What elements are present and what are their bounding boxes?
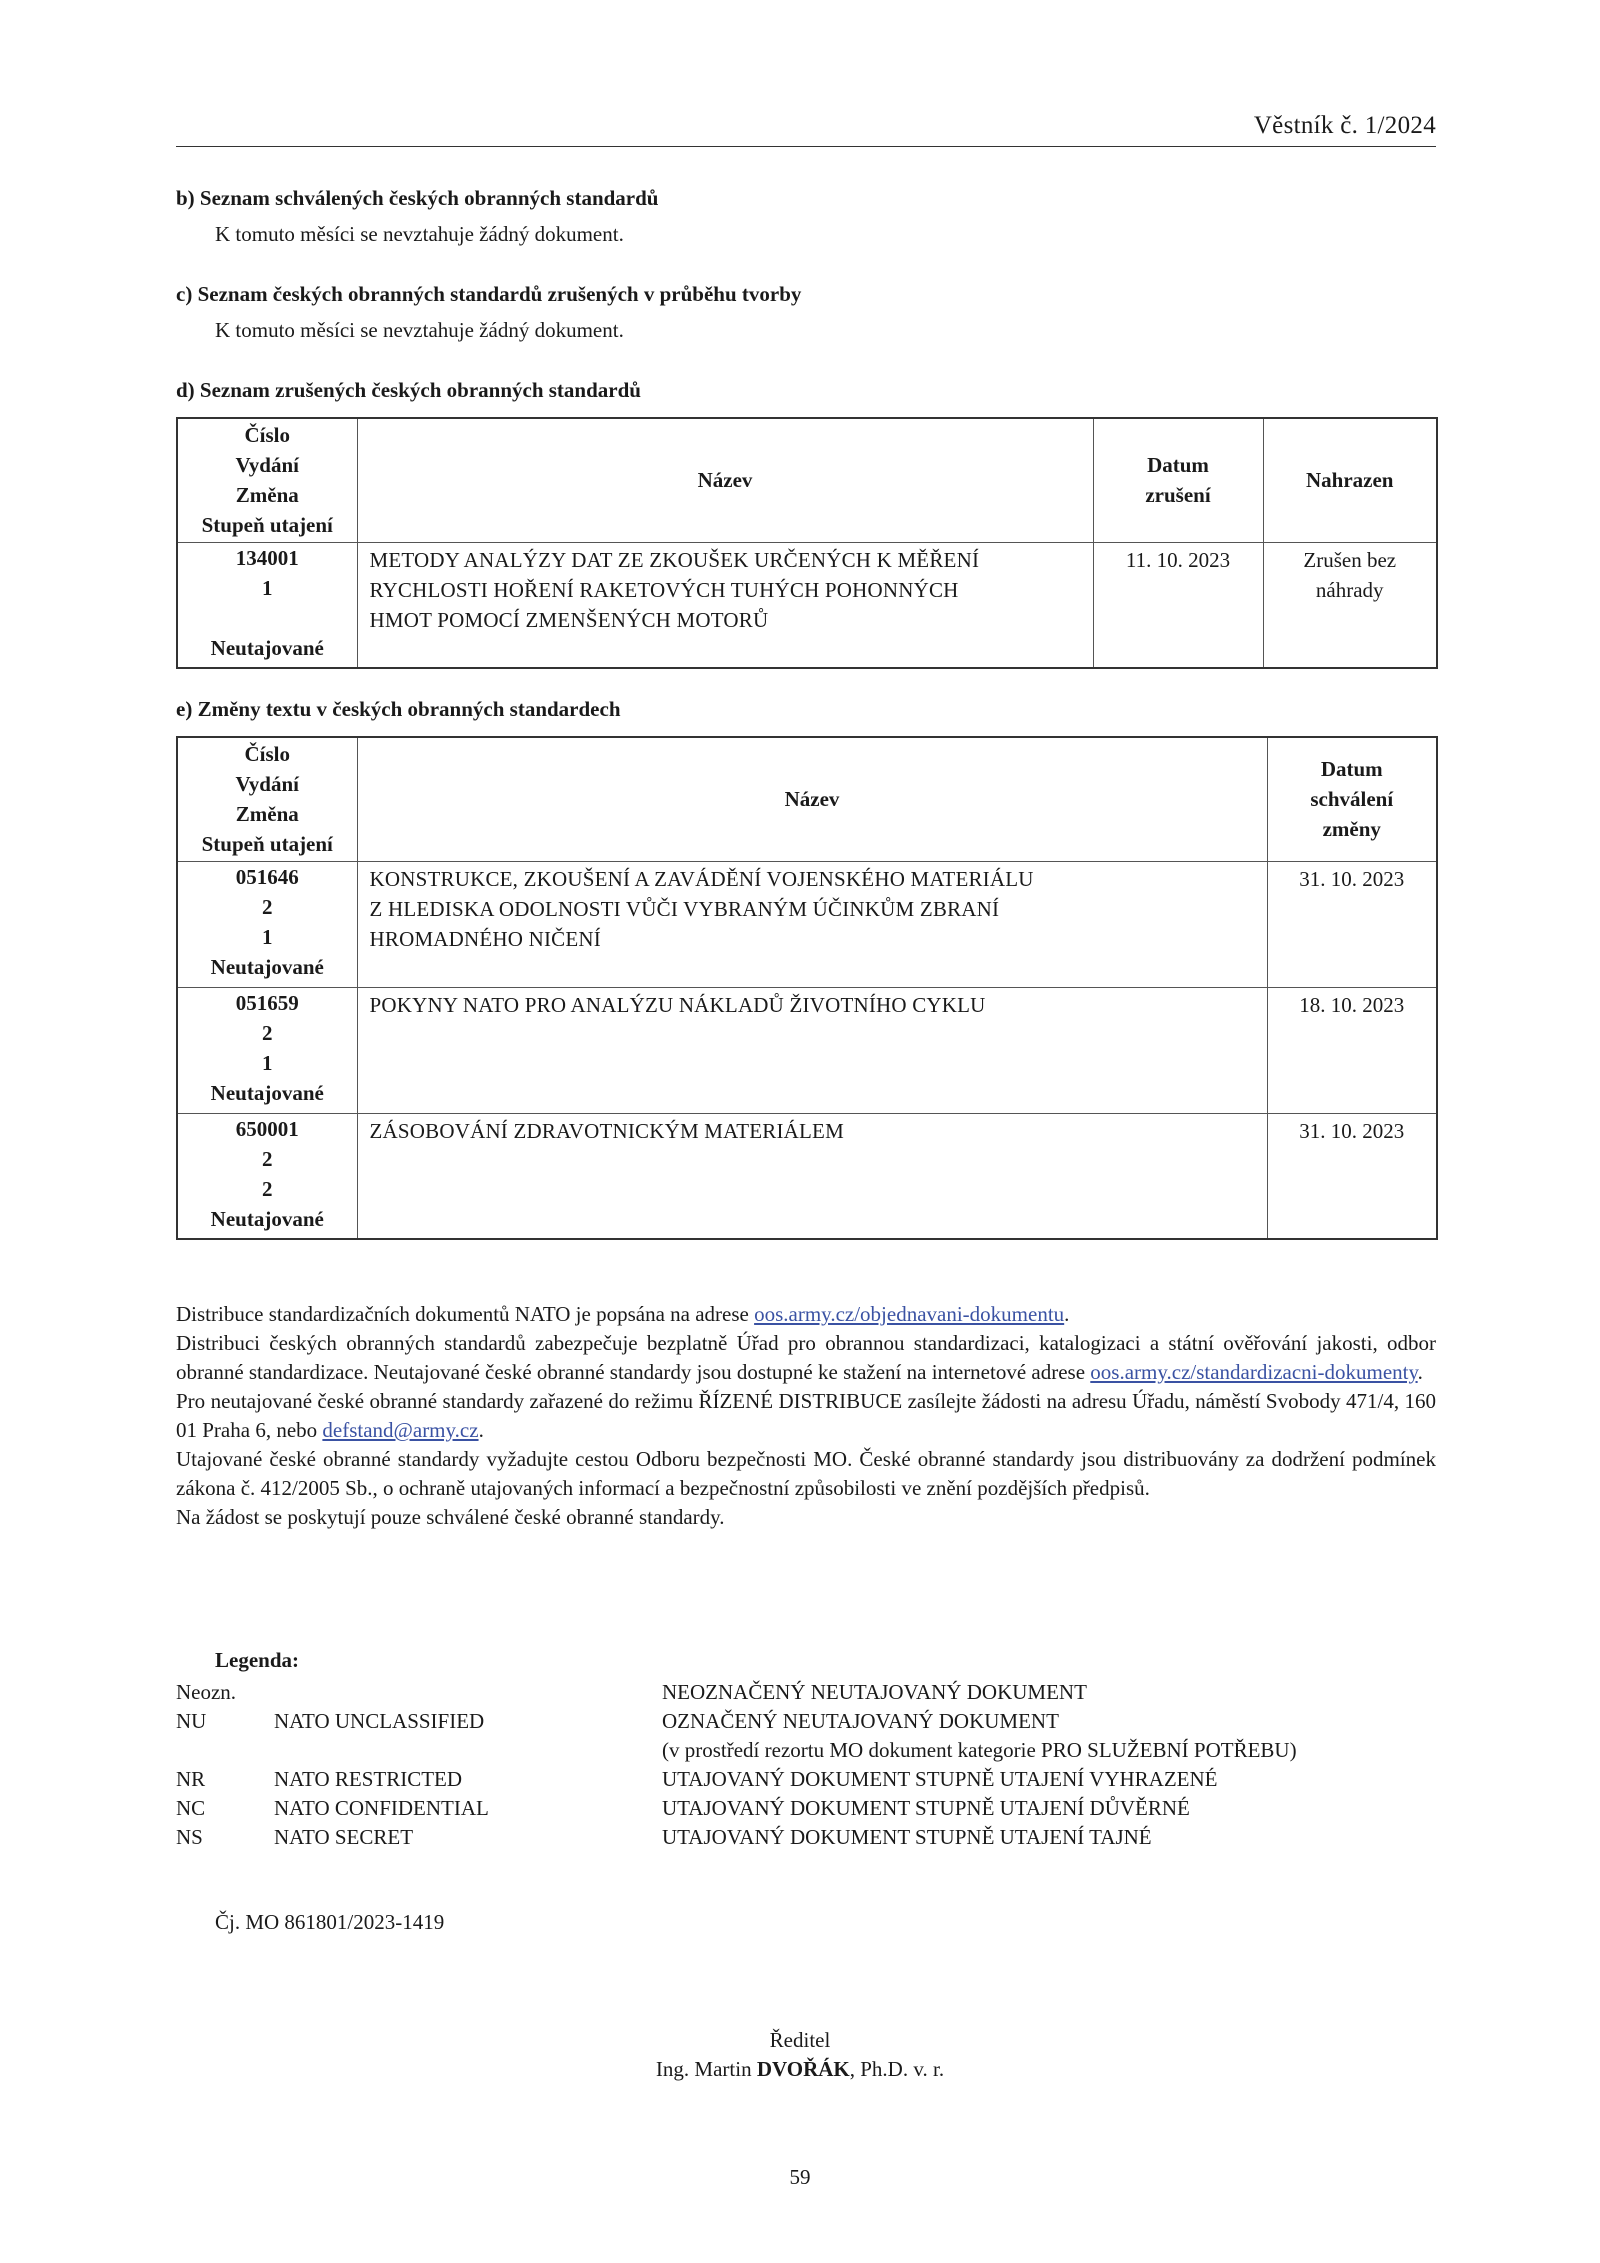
header-replaced: Nahrazen (1263, 418, 1437, 542)
row-id (177, 542, 357, 668)
table-header-row (177, 737, 1437, 861)
row-change: 2 (262, 1176, 273, 1201)
reference-number: Čj. MO 861801/2023-1419 (215, 1910, 445, 1934)
row-name-line: METODY ANALÝZY DAT ZE ZKOUŠEK URČENÝCH K MĚŘENÍ (369, 547, 980, 572)
row-classification: Neutajované (210, 635, 324, 660)
row-id (177, 861, 357, 987)
row-date: 11. 10. 2023 (1093, 542, 1263, 668)
legend-description: NEOZNAČENÝ NEUTAJOVANÝ DOKUMENT (662, 1680, 1087, 1704)
header-date-line: zrušení (1145, 483, 1211, 508)
header-id-line: Stupeň utajení (201, 832, 333, 857)
standards-download-link[interactable]: oos.army.cz/standardizacni-dokumenty (1090, 1360, 1418, 1384)
table-row (177, 987, 1437, 1113)
paragraph-end: . (478, 1418, 484, 1442)
row-number: 051646 (235, 864, 299, 889)
legend-code: NS (176, 1825, 203, 1849)
page-number: 59 (789, 2165, 811, 2189)
legend-code: NC (176, 1796, 206, 1820)
distribution-info (176, 1300, 1436, 1532)
row-replaced-line: náhrady (1315, 577, 1384, 602)
header-name: Název (357, 737, 1267, 861)
legend-row (176, 1794, 1436, 1823)
table-row (177, 1113, 1437, 1239)
row-name-line: ZÁSOBOVÁNÍ ZDRAVOTNICKÝM MATERIÁLEM (369, 1118, 844, 1143)
row-name-line: HMOT POMOCÍ ZMENŠENÝCH MOTORŮ (369, 607, 769, 632)
row-name (357, 987, 1267, 1113)
legend-row (176, 1823, 1436, 1852)
header-id-line: Číslo (244, 423, 290, 448)
header-id-line: Stupeň utajení (201, 513, 333, 538)
row-number: 134001 (235, 545, 299, 570)
row-date: 31. 10. 2023 (1267, 861, 1437, 987)
distribution-paragraph: Utajované české obranné standardy vyžadujte cestou Odboru bezpečnosti MO. České obranné standardy jsou distribuovány za dodržení podmínek zákona č. 412/2005 Sb., o ochraně utajovaných informací a bezpečnostní způsobilosti ve znění pozdějších předpisů. (176, 1447, 1436, 1500)
row-edition: 2 (262, 894, 273, 919)
header-id-line: Číslo (244, 742, 290, 767)
row-date: 31. 10. 2023 (1267, 1113, 1437, 1239)
row-name (357, 542, 1093, 668)
section-c-title: c) Seznam českých obranných standardů zrušených v průběhu tvorby (176, 282, 802, 306)
header-date-line: Datum (1147, 453, 1209, 478)
header-id-line: Vydání (235, 453, 299, 478)
distribution-paragraph (176, 1387, 1436, 1445)
row-name-line: HROMADNÉHO NIČENÍ (369, 926, 601, 951)
legend-nato: NATO SECRET (274, 1825, 414, 1849)
signature-surname: DVOŘÁK (756, 2057, 850, 2081)
legend-description: UTAJOVANÝ DOKUMENT STUPNĚ UTAJENÍ TAJNÉ (662, 1825, 1152, 1849)
row-classification: Neutajované (210, 1080, 324, 1105)
row-name-line: Z HLEDISKA ODOLNOSTI VŮČI VYBRANÝM ÚČINKŮM ZBRANÍ (369, 896, 1000, 921)
header-id (177, 737, 357, 861)
legend-description: OZNAČENÝ NEUTAJOVANÝ DOKUMENT (662, 1709, 1059, 1733)
table-row (177, 542, 1437, 668)
header-id (177, 418, 357, 542)
row-name-line: POKYNY NATO PRO ANALÝZU NÁKLADŮ ŽIVOTNÍHO CYKLU (369, 992, 986, 1017)
row-replaced (1263, 542, 1437, 668)
legend-title: Legenda: (215, 1648, 299, 1672)
section-b-note: K tomuto měsíci se nevztahuje žádný dokument. (215, 222, 624, 246)
row-number: 650001 (235, 1116, 299, 1141)
header-date-line: změny (1322, 817, 1381, 842)
row-change: 1 (262, 1050, 273, 1075)
distribution-paragraph: Na žádost se poskytují pouze schválené české obranné standardy. (176, 1505, 725, 1529)
header-title: Věstník č. 1/2024 (1253, 112, 1436, 139)
legend-row (176, 1765, 1436, 1794)
nato-distribution-link[interactable]: oos.army.cz/objednavani-dokumentu (754, 1302, 1065, 1326)
row-replaced-line: Zrušen bez (1303, 547, 1397, 572)
legend-nato: NATO RESTRICTED (274, 1767, 463, 1791)
header-name: Název (357, 418, 1093, 542)
row-edition: 2 (262, 1146, 273, 1171)
signature-suffix: , Ph.D. v. r. (849, 2057, 945, 2081)
signature-role: Ředitel (769, 2028, 831, 2052)
row-change: 1 (262, 924, 273, 949)
cancelled-standards-table (176, 417, 1438, 669)
paragraph-end: . (1064, 1302, 1070, 1326)
distribution-paragraph (176, 1329, 1436, 1387)
legend-code: NU (176, 1709, 207, 1733)
row-number: 051659 (235, 990, 299, 1015)
legend-code: Neozn. (176, 1680, 237, 1704)
paragraph-text: Pro neutajované české obranné standardy zařazené do režimu ŘÍZENÉ DISTRIBUCE zasílejte žádosti na adresu Úřadu, náměstí Svobody 471/4, 160 01 Praha 6, nebo (176, 1389, 1436, 1442)
legend-row (176, 1736, 1436, 1765)
paragraph-text: Distribuci českých obranných standardů zabezpečuje bezplatně Úřad pro obrannou standardizaci, katalogizaci a státní ověřování jakosti, odbor obranné standardizace. Neutajované české obranné standardy jsou dostupné ke stažení na internetové adrese (176, 1331, 1436, 1384)
header-date-line: Datum (1320, 757, 1383, 782)
row-classification: Neutajované (210, 1206, 324, 1231)
row-name (357, 861, 1267, 987)
header-id-line: Změna (235, 802, 299, 827)
header-date-line: schválení (1310, 787, 1394, 812)
row-date: 18. 10. 2023 (1267, 987, 1437, 1113)
legend-row (176, 1678, 1436, 1707)
legend-description: UTAJOVANÝ DOKUMENT STUPNĚ UTAJENÍ DŮVĚRNÉ (662, 1796, 1190, 1820)
legend-row (176, 1707, 1436, 1736)
defstand-email-link[interactable]: defstand@army.cz (322, 1418, 479, 1442)
header-date (1267, 737, 1437, 861)
page-header (176, 112, 1436, 147)
row-name-line: KONSTRUKCE, ZKOUŠENÍ A ZAVÁDĚNÍ VOJENSKÉHO MATERIÁLU (369, 866, 1034, 891)
legend-code: NR (176, 1767, 206, 1791)
paragraph-text: Distribuce standardizačních dokumentů NATO je popsána na adrese (176, 1302, 755, 1326)
legend-nato: NATO UNCLASSIFIED (274, 1709, 485, 1733)
distribution-paragraph (176, 1300, 1436, 1329)
row-name (357, 1113, 1267, 1239)
header-date (1093, 418, 1263, 542)
row-id (177, 987, 357, 1113)
legend (176, 1678, 1436, 1852)
section-c-note: K tomuto měsíci se nevztahuje žádný dokument. (215, 318, 624, 342)
row-classification: Neutajované (210, 954, 324, 979)
table-row (177, 861, 1437, 987)
section-d-title: d) Seznam zrušených českých obranných standardů (176, 378, 641, 402)
row-change (178, 603, 357, 633)
legend-nato: NATO CONFIDENTIAL (274, 1796, 489, 1820)
signature-prefix: Ing. Martin (655, 2057, 757, 2081)
section-b-title: b) Seznam schválených českých obranných standardů (176, 186, 659, 210)
header-id-line: Vydání (235, 772, 299, 797)
text-changes-table (176, 736, 1438, 1240)
row-name-line: RYCHLOSTI HOŘENÍ RAKETOVÝCH TUHÝCH POHONNÝCH (369, 577, 959, 602)
row-edition: 1 (262, 575, 273, 600)
paragraph-end: . (1417, 1360, 1423, 1384)
header-id-line: Změna (235, 483, 299, 508)
signature-name (0, 2057, 1600, 2082)
legend-description: (v prostředí rezortu MO dokument kategorie PRO SLUŽEBNÍ POTŘEBU) (662, 1738, 1297, 1762)
table-header-row (177, 418, 1437, 542)
row-id (177, 1113, 357, 1239)
legend-description: UTAJOVANÝ DOKUMENT STUPNĚ UTAJENÍ VYHRAZENÉ (662, 1767, 1218, 1791)
section-e-title: e) Změny textu v českých obranných standardech (176, 697, 621, 721)
row-edition: 2 (262, 1020, 273, 1045)
